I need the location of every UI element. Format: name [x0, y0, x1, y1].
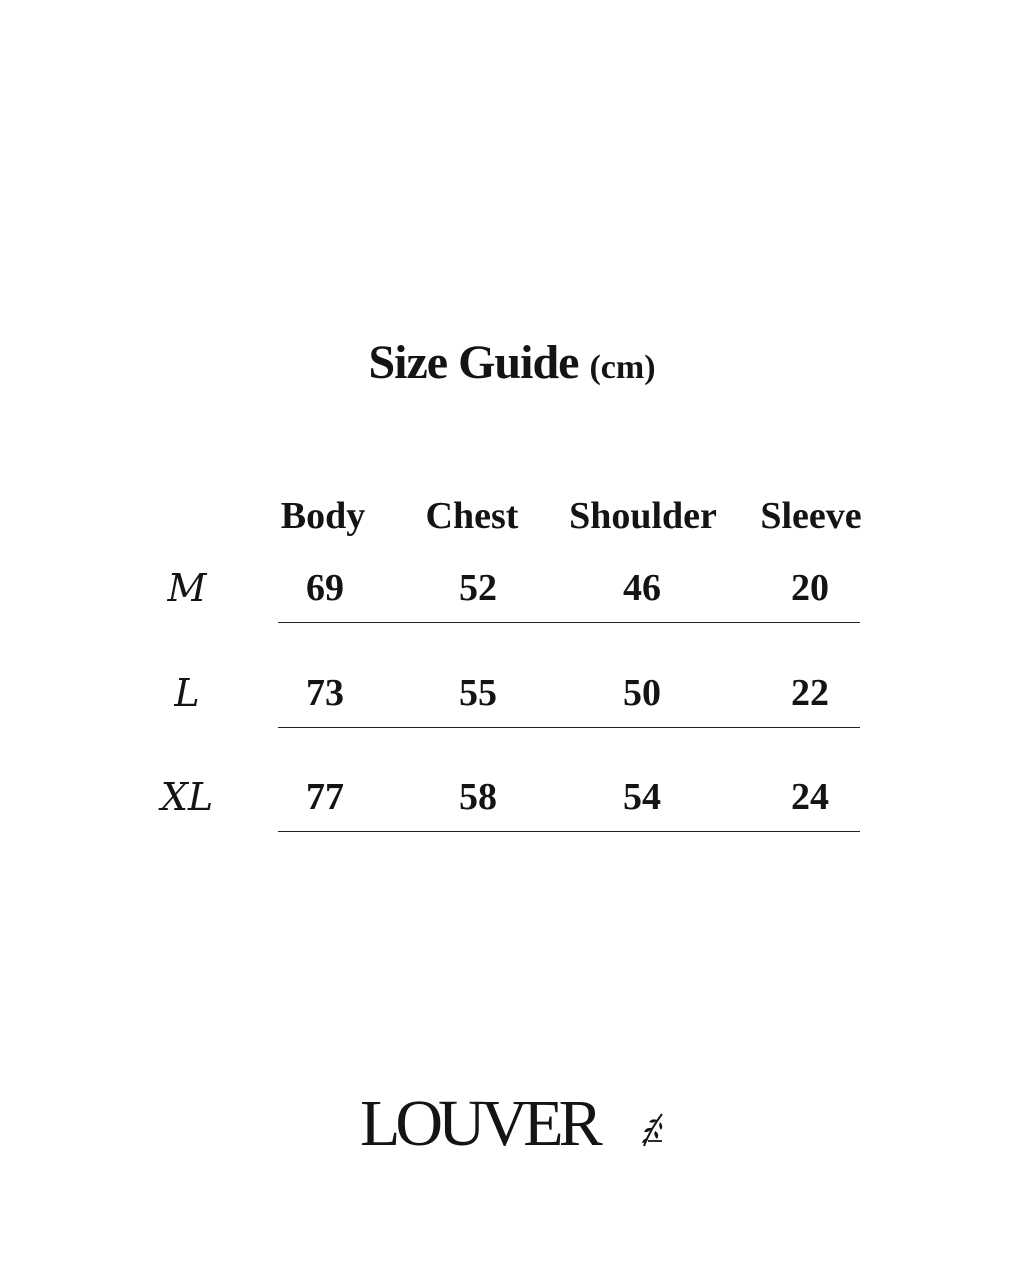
cell-body: 69 [306, 567, 344, 609]
cell-shoulder: 54 [623, 776, 661, 818]
brand-logo: LOUVER [360, 1087, 598, 1160]
row-divider [278, 622, 860, 623]
leaf-sprig-icon [636, 1108, 668, 1148]
cell-body: 77 [306, 776, 344, 818]
cell-chest: 58 [459, 776, 497, 818]
row-divider [278, 831, 860, 832]
title-unit: (cm) [589, 349, 656, 386]
column-header-shoulder: Shoulder [569, 495, 717, 537]
cell-sleeve: 22 [791, 672, 829, 714]
title-text: Size Guide [368, 336, 579, 389]
cell-body: 73 [306, 672, 344, 714]
page-title [0, 335, 1024, 396]
cell-chest: 52 [459, 567, 497, 609]
cell-shoulder: 50 [623, 672, 661, 714]
row-label-xl: XL [160, 775, 214, 819]
row-label-m: M [167, 566, 207, 610]
cell-sleeve: 20 [791, 567, 829, 609]
column-header-chest: Chest [425, 495, 519, 537]
column-header-body: Body [280, 495, 366, 537]
row-label-l: L [174, 671, 200, 715]
cell-shoulder: 46 [623, 567, 661, 609]
column-header-sleeve: Sleeve [760, 495, 862, 537]
cell-sleeve: 24 [791, 776, 829, 818]
row-divider [278, 727, 860, 728]
cell-chest: 55 [459, 672, 497, 714]
